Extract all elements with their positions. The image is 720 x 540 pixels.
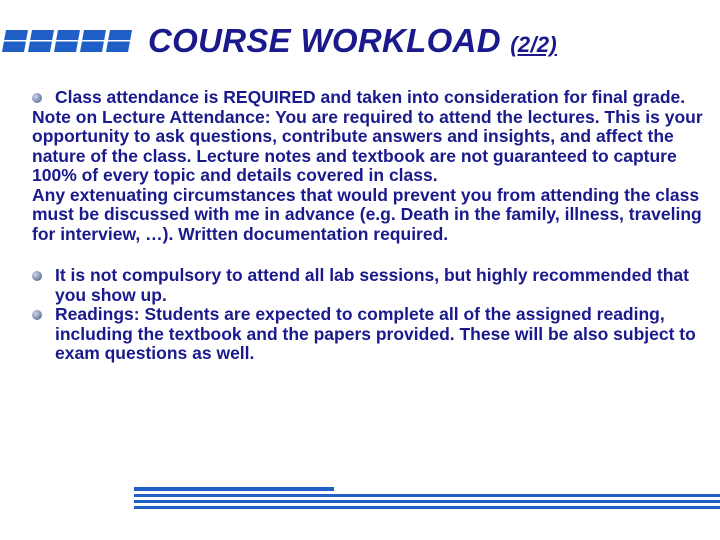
bullet-item-readings [32,305,708,364]
bullet-text: Class attendance is REQUIRED and taken into consideration for final grade. [55,87,686,107]
bullet-dot-icon [32,310,42,320]
title-main: COURSE WORKLOAD [148,22,511,59]
bottom-lines-decoration [134,487,720,513]
slide-title [148,22,557,60]
title-suffix: (2/2) [510,32,558,57]
bullet-item-attendance [32,88,708,108]
bullet-text: It is not compulsory to attend all lab sessions, but highly recommended that you show up. [55,265,689,305]
bullet-text: Readings: Students are expected to complete all of the assigned reading, including the textbook and the papers provided. These will be also subject to exam questions as well. [55,304,696,363]
bullet-dot-icon [32,93,42,103]
bullet-dot-icon [32,271,42,281]
bullet-item-lab-sessions [32,266,708,305]
paragraph-lecture-attendance: Note on Lecture Attendance: You are required to attend the lectures. This is your opportunity to ask questions, contribute answers and insights, and affect the nature of the class. Lecture notes and textbook are not guaranteed to capture 100% of every topic and details covered in class. [32,106,703,185]
paragraph-extenuating-circumstances: Any extenuating circumstances that would prevent you from attending the class must be discussed with me in advance (e.g. Death in the family, illness, traveling for interview, …). Written documentation required. [32,184,702,244]
logo-bars-icon [0,30,132,52]
slide-content [32,88,708,364]
